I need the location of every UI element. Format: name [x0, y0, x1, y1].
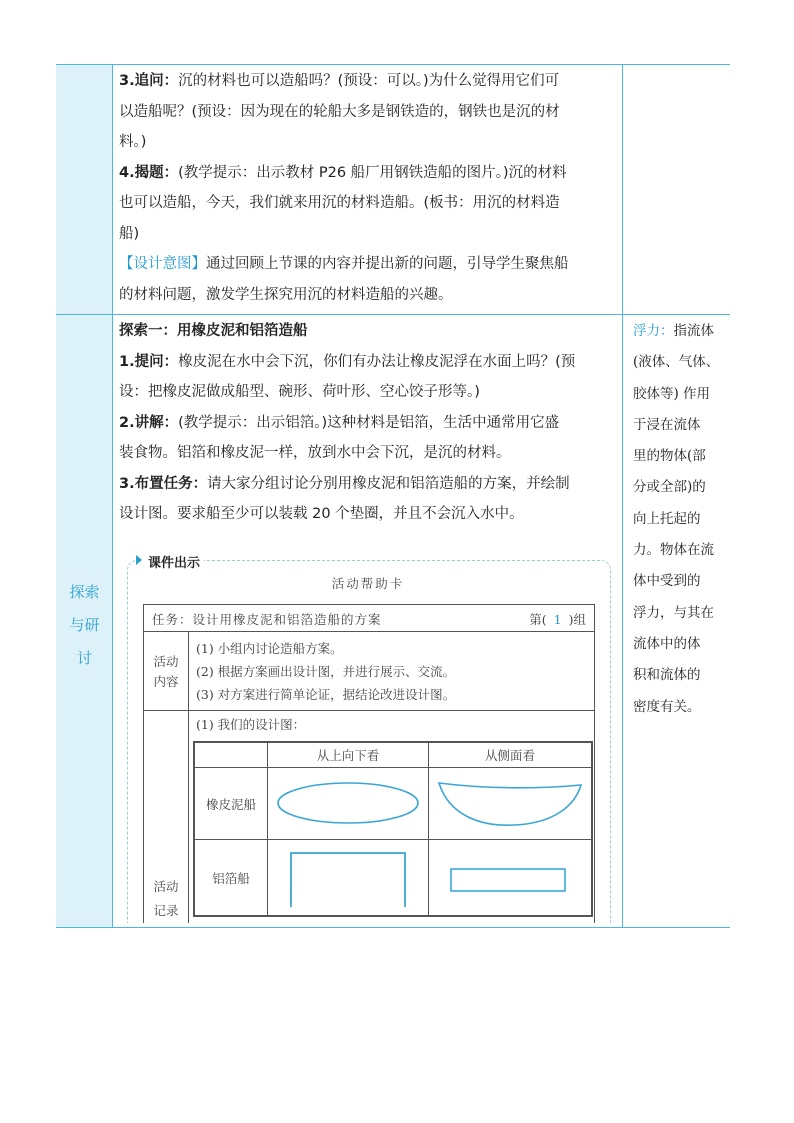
activity-form	[143, 604, 595, 923]
content-items	[196, 637, 455, 706]
explore-heading: 探索一：用橡皮泥和铝箔造船	[119, 323, 308, 339]
text-line: 料。)	[119, 134, 147, 150]
column-divider	[622, 64, 623, 928]
list-item: (3) 对方案进行简单论证，据结论改进设计图。	[196, 687, 456, 702]
table-rule	[56, 64, 730, 65]
card-title: 活动帮助卡	[331, 576, 405, 591]
explore-content	[119, 316, 619, 530]
design-intent: 【设计意图】通过回顾上节课的内容并提出新的问题，引导学生聚焦船	[119, 256, 569, 272]
side-note-line: 积和流体的	[633, 667, 701, 684]
table-rule	[56, 927, 730, 928]
section-label: 探索 与研 讨	[69, 583, 100, 667]
upper-content	[119, 66, 619, 310]
left-column-cell-upper	[56, 64, 113, 314]
text-line: 的材料问题，激发学生探究用沉的材料造船的兴趣。	[119, 286, 453, 303]
side-note-line: 里的物体(部	[633, 448, 706, 465]
text-line: 船)	[119, 225, 140, 242]
side-note-line: 于浸在流体	[633, 416, 701, 433]
table-rule	[56, 314, 730, 315]
side-note	[633, 316, 725, 723]
clay-boat-side-view-sketch	[439, 783, 581, 825]
followup-question: 3.追问：沉的材料也可以造船吗？(预设：可以。)为什么觉得用它们可	[119, 73, 560, 89]
design-table	[193, 741, 593, 917]
question-line: 1.提问：橡皮泥在水中会下沉，你们有办法让橡皮泥浮在水面上吗？(预	[119, 353, 576, 370]
side-note-line: 体中受到的	[633, 573, 701, 590]
row-label-clay-boat: 橡皮泥船	[205, 797, 256, 812]
foil-boat-side-view-sketch	[451, 869, 565, 891]
design-drawings	[195, 743, 591, 915]
side-note-line: 浮力：指流体	[633, 323, 714, 339]
side-note-line: 胶体等) 作用	[633, 385, 711, 402]
side-note-line: 分或全部)的	[633, 479, 706, 496]
foil-boat-top-view-sketch	[291, 853, 405, 907]
side-note-line: 流体中的体	[633, 635, 701, 652]
text-line: 也可以造船，今天，我们就来用沉的材料造船。(板书：用沉的材料造	[119, 195, 560, 211]
courseware-label: 课件出示	[136, 552, 204, 571]
explain-line: 2.讲解：(教学提示：出示铝箔。)这种材料是铝箔，生活中通常用它盛	[119, 414, 560, 431]
task-row	[144, 605, 594, 632]
side-note-line: 密度有关。	[633, 698, 701, 715]
col-header-side-view: 从侧面看	[484, 748, 535, 763]
text-line: 装食物。铝箔和橡皮泥一样，放到水中会下沉，是沉的材料。	[119, 445, 511, 461]
text-line: 设：把橡皮泥做成船型、碗形、荷叶形、空心饺子形等。)	[119, 384, 480, 400]
side-note-line: 向上托起的	[633, 510, 701, 527]
side-note-line: (液体、气体、	[633, 354, 720, 371]
triangle-marker-icon	[136, 555, 142, 565]
side-note-line: 浮力，与其在	[633, 604, 714, 621]
task-line: 3.布置任务：请大家分组讨论分别用橡皮泥和铝箔造船的方案，并绘制	[119, 475, 570, 492]
column-divider	[112, 64, 113, 928]
text-line: 以造船呢？(预设：因为现在的轮船大多是钢铁造的，钢铁也是沉的材	[119, 103, 560, 120]
task-text: 任务：设计用橡皮泥和铝箔造船的方案	[152, 612, 382, 627]
side-note-line: 力。物体在流	[633, 542, 714, 559]
text-line: 设计图。要求船至少可以装载 20 个垫圈，并且不会沉入水中。	[119, 506, 524, 522]
topic-reveal: 4.揭题：(教学提示：出示教材 P26 船厂用钢铁造船的图片。)沉的材料	[119, 164, 567, 181]
list-item: (1) 小组内讨论造船方案。	[196, 641, 343, 656]
content-row	[144, 632, 594, 711]
row-label-foil-boat: 铝箔船	[212, 871, 250, 886]
clay-boat-top-view-sketch	[278, 783, 418, 823]
list-item: (2) 根据方案画出设计图，并进行展示、交流。	[196, 664, 456, 679]
record-label: 活动 记录	[153, 879, 179, 918]
col-header-top-view: 从上向下看	[316, 748, 380, 763]
group-number: 第( 1 )组	[529, 612, 586, 627]
content-label: 活动 内容	[153, 654, 179, 689]
design-heading: (1) 我们的设计图：	[196, 717, 306, 732]
